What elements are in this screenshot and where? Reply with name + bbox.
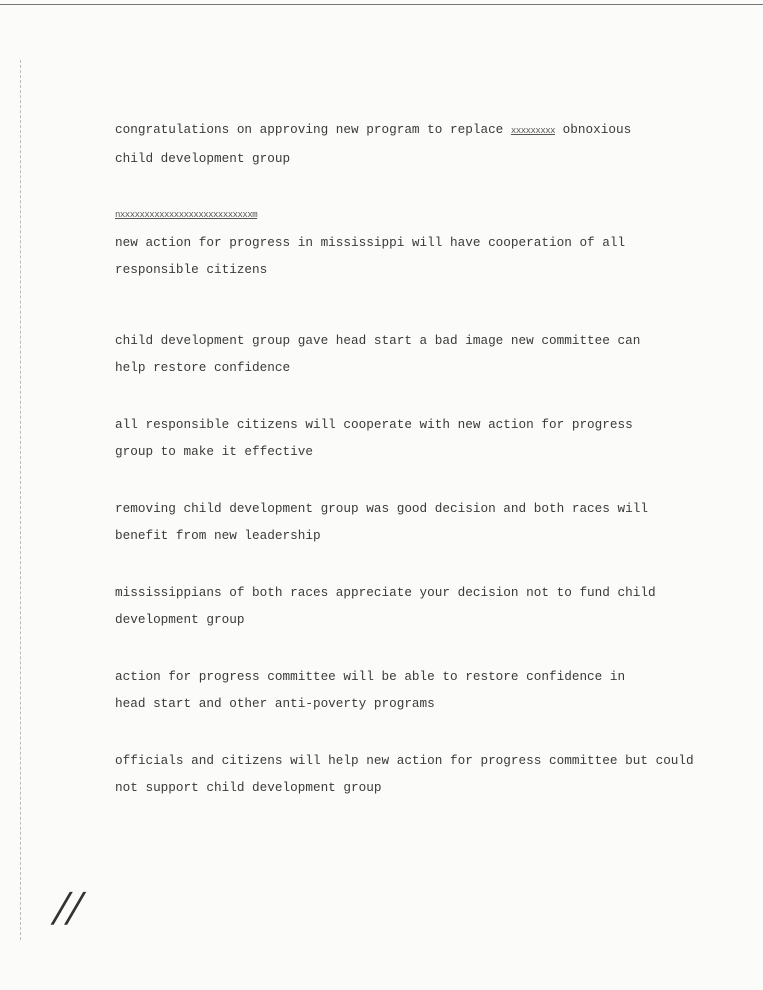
text-line: officials and citizens will help new action for progress committee but could: [115, 753, 694, 768]
text-line: not support child development group: [115, 780, 382, 795]
text-line: benefit from new leadership: [115, 528, 321, 543]
paragraph-7: [115, 663, 625, 717]
struck-out-text: xxxxxxxxx: [510, 126, 556, 136]
text-line: head start and other anti-poverty programs: [115, 696, 435, 711]
paragraph-4: [115, 411, 633, 465]
text-line: development group: [115, 612, 245, 627]
page-top-edge: [0, 4, 763, 5]
text-line: child development group gave head start a bad image new committee can: [115, 333, 641, 348]
struck-out-text: nxxxxxxxxxxxxxxxxxxxxxxxxxxxm: [115, 210, 258, 220]
paragraph-8: [115, 747, 694, 801]
paragraph-5: [115, 495, 648, 549]
paragraph-1: [115, 116, 631, 172]
handwritten-slash-mark: //: [48, 885, 89, 931]
paragraph-6: [115, 579, 656, 633]
text-line: mississippians of both races appreciate your decision not to fund child: [115, 585, 656, 600]
text-line: group to make it effective: [115, 444, 313, 459]
text-line: removing child development group was good decision and both races will: [115, 501, 648, 516]
text-line: help restore confidence: [115, 360, 291, 375]
text-line: child development group: [115, 151, 291, 166]
text-line: new action for progress in mississippi will have cooperation of all: [115, 235, 626, 250]
paragraph-2: [115, 200, 625, 283]
text-line: all responsible citizens will cooperate with new action for progress: [115, 417, 633, 432]
text-line: action for progress committee will be able to restore confidence in: [115, 669, 626, 684]
page-left-edge: [20, 60, 22, 940]
paragraph-3: [115, 327, 640, 381]
text-line: obnoxious: [562, 122, 632, 137]
text-line: responsible citizens: [115, 262, 268, 277]
text-line: congratulations on approving new program to replace: [115, 122, 511, 137]
